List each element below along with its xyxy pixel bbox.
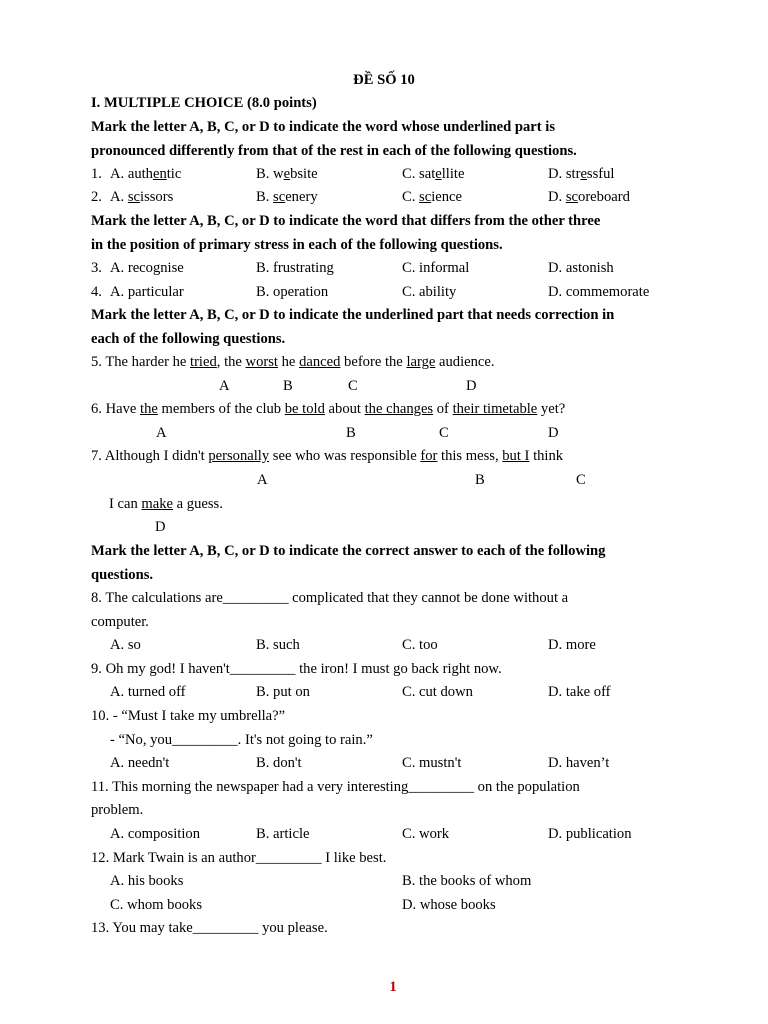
underlined-part: en bbox=[152, 166, 167, 182]
question-number: 2. bbox=[91, 189, 102, 205]
option-d: D. publication bbox=[548, 826, 632, 842]
option-c: C. satellite bbox=[402, 166, 465, 182]
letter-b: B bbox=[475, 472, 485, 488]
option-b: B. website bbox=[256, 166, 318, 182]
letter-c: C bbox=[576, 472, 586, 488]
underlined-part: personally bbox=[208, 448, 270, 464]
option-c: C. too bbox=[402, 637, 438, 653]
option-b: B. frustrating bbox=[256, 260, 334, 276]
letter-c: C bbox=[348, 378, 358, 394]
instruction-3-line-1: Mark the letter A, B, C, or D to indicate the underlined part that needs correction in bbox=[91, 307, 615, 323]
instruction-4-line-1: Mark the letter A, B, C, or D to indicate the correct answer to each of the following bbox=[91, 543, 606, 559]
option-d: D. scoreboard bbox=[548, 189, 630, 205]
option-c: C. informal bbox=[402, 260, 470, 276]
question-sentence-cont: I can make a guess. bbox=[109, 496, 223, 512]
underlined-part: worst bbox=[245, 354, 278, 370]
question-number: 1. bbox=[91, 166, 102, 182]
instruction-2-line-1: Mark the letter A, B, C, or D to indicate the word that differs from the other three bbox=[91, 213, 601, 229]
underlined-part: be told bbox=[284, 401, 325, 417]
underlined-part: e bbox=[283, 166, 291, 182]
question-stem-cont: - “No, you_________. It's not going to rain.” bbox=[110, 732, 373, 748]
option-b: B. the books of whom bbox=[402, 873, 532, 889]
option-d: D. astonish bbox=[548, 260, 614, 276]
question-stem: 8. The calculations are_________ complicated that they cannot be done without a bbox=[91, 590, 569, 606]
option-b: B. article bbox=[256, 826, 310, 842]
letter-b: B bbox=[283, 378, 293, 394]
letter-d: D bbox=[466, 378, 477, 394]
underlined-part: sc bbox=[273, 189, 286, 205]
option-c: C. ability bbox=[402, 284, 457, 300]
instruction-4-line-2: questions. bbox=[91, 567, 154, 583]
instruction-1-line-2: pronounced differently from that of the rest in each of the following questions. bbox=[91, 143, 577, 159]
option-c: C. mustn't bbox=[402, 755, 462, 771]
question-stem: 9. Oh my god! I haven't_________ the iron! I must go back right now. bbox=[91, 661, 502, 677]
option-a: A. composition bbox=[110, 826, 200, 842]
option-d: D. more bbox=[548, 637, 596, 653]
question-stem: 11. This morning the newspaper had a very interesting_________ on the population bbox=[91, 779, 580, 795]
instruction-2-line-2: in the position of primary stress in each of the following questions. bbox=[91, 237, 503, 253]
option-b: B. put on bbox=[256, 684, 310, 700]
letter-a: A bbox=[219, 378, 230, 394]
section-heading: I. MULTIPLE CHOICE (8.0 points) bbox=[91, 95, 317, 111]
letter-d: D bbox=[548, 425, 559, 441]
letter-d: D bbox=[155, 519, 166, 535]
option-c: C. cut down bbox=[402, 684, 473, 700]
instruction-1-line-1: Mark the letter A, B, C, or D to indicate the word whose underlined part is bbox=[91, 119, 555, 135]
question-sentence: 7. Although I didn't personally see who was responsible for this mess, but I think bbox=[91, 448, 564, 464]
option-b: B. scenery bbox=[256, 189, 318, 205]
option-c: C. science bbox=[402, 189, 462, 205]
letter-a: A bbox=[257, 472, 268, 488]
option-b: B. operation bbox=[256, 284, 329, 300]
option-a: A. particular bbox=[110, 284, 184, 300]
option-d: D. commemorate bbox=[548, 284, 650, 300]
letter-c: C bbox=[439, 425, 449, 441]
underlined-part: sc bbox=[565, 189, 579, 205]
option-b: B. don't bbox=[256, 755, 302, 771]
underlined-part: tried bbox=[190, 354, 217, 370]
underlined-part: the bbox=[140, 401, 158, 417]
underlined-part: danced bbox=[299, 354, 341, 370]
option-a: A. needn't bbox=[110, 755, 170, 771]
letter-a: A bbox=[156, 425, 167, 441]
option-a: A. his books bbox=[110, 873, 184, 889]
instruction-3-line-2: each of the following questions. bbox=[91, 331, 286, 347]
option-d: D. haven’t bbox=[548, 755, 610, 771]
question-stem: 10. - “Must I take my umbrella?” bbox=[91, 708, 286, 724]
question-stem: 12. Mark Twain is an author_________ I like best. bbox=[91, 850, 387, 866]
underlined-part: but I bbox=[502, 448, 530, 464]
option-d: D. whose books bbox=[402, 897, 496, 913]
option-a: A. authentic bbox=[110, 166, 182, 182]
underlined-part: their timetable bbox=[452, 401, 538, 417]
underlined-part: the changes bbox=[364, 401, 434, 417]
option-c: C. whom books bbox=[110, 897, 203, 913]
page-title: ĐỀ SỐ 10 bbox=[353, 72, 415, 88]
option-a: A. scissors bbox=[110, 189, 174, 205]
underlined-part: e bbox=[435, 166, 442, 182]
question-sentence: 5. The harder he tried, the worst he danced before the large audience. bbox=[91, 354, 495, 370]
question-stem-cont: problem. bbox=[91, 802, 144, 818]
letter-b: B bbox=[346, 425, 356, 441]
question-number: 3. bbox=[91, 260, 102, 276]
question-sentence: 6. Have the members of the club be told about the changes of their timetable yet? bbox=[91, 401, 566, 417]
question-number: 4. bbox=[91, 284, 102, 300]
underlined-part: large bbox=[406, 354, 436, 370]
option-a: A. turned off bbox=[110, 684, 186, 700]
question-stem-cont: computer. bbox=[91, 614, 149, 630]
option-c: C. work bbox=[402, 826, 450, 842]
underlined-part: make bbox=[141, 496, 174, 512]
underlined-part: for bbox=[420, 448, 438, 464]
underlined-part: e bbox=[580, 166, 587, 182]
underlined-part: sc bbox=[127, 189, 141, 205]
option-d: D. stressful bbox=[548, 166, 615, 182]
option-b: B. such bbox=[256, 637, 300, 653]
page-number: 1 bbox=[389, 979, 397, 995]
option-a: A. so bbox=[110, 637, 141, 653]
option-d: D. take off bbox=[548, 684, 611, 700]
question-stem: 13. You may take_________ you please. bbox=[91, 920, 328, 936]
option-a: A. recognise bbox=[110, 260, 184, 276]
underlined-part: sc bbox=[419, 189, 432, 205]
